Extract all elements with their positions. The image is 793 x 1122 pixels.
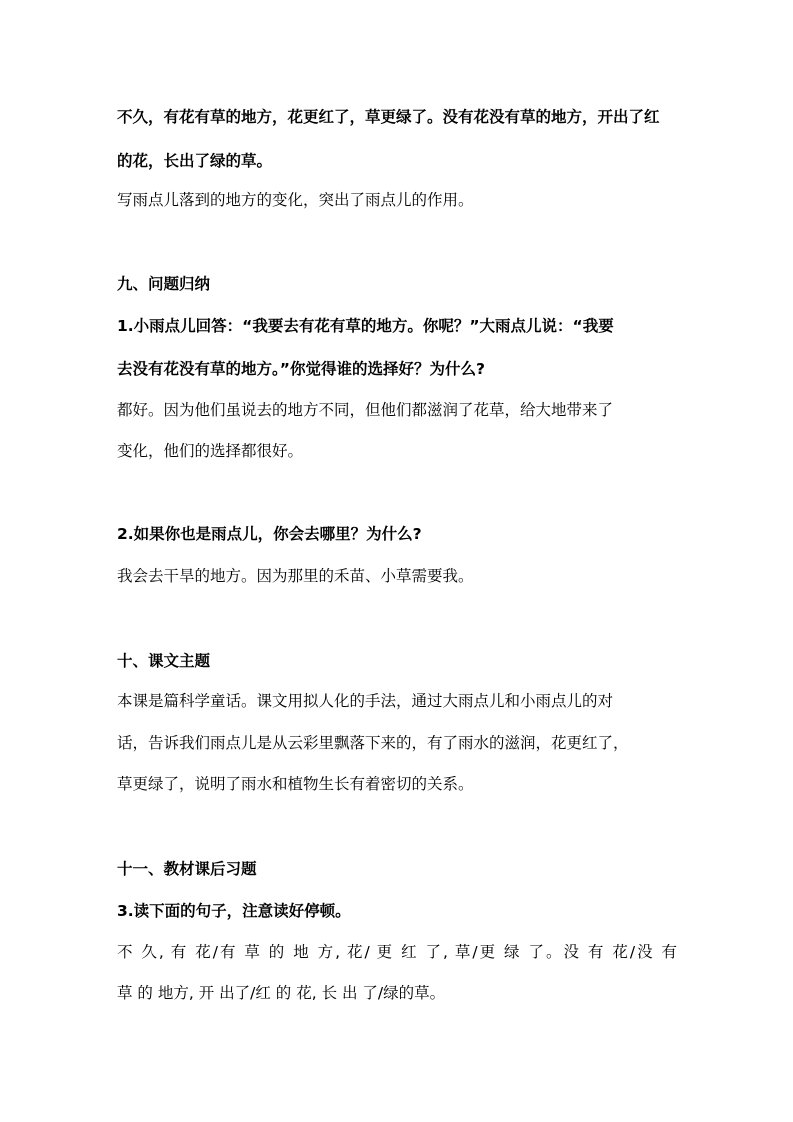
section-heading-11: 十一、教材课后习题 [117, 860, 257, 878]
quote-line-2: 的花，长出了绿的草。 [117, 152, 273, 170]
answer-2: 我会去干旱的地方。因为那里的禾苗、小草需要我。 [117, 567, 474, 585]
pause-sentence-line-2: 草 的 地方, 开 出了/红 的 花, 长 出 了/绿的草。 [117, 984, 446, 1002]
quote-line-1: 不久，有花有草的地方，花更红了，草更绿了。没有花没有草的地方，开出了红 [117, 108, 660, 126]
answer-1-line-1: 都好。因为他们虽说去的地方不同，但他们都滋润了花草，给大地带来了 [117, 401, 614, 419]
quote-analysis: 写雨点儿落到的地方的变化，突出了雨点儿的作用。 [117, 191, 474, 209]
exercise-3-prompt: 3.读下面的句子，注意读好停顿。 [117, 902, 351, 920]
theme-line-2: 话，告诉我们雨点儿是从云彩里飘落下来的，有了雨水的滋润，花更红了， [117, 734, 629, 752]
answer-1-line-2: 变化，他们的选择都很好。 [117, 442, 304, 460]
section-heading-10: 十、课文主题 [117, 652, 211, 670]
pause-sentence-line-1: 不 久, 有 花/有 草 的 地 方, 花/ 更 红 了, 草/更 绿 了。没 有 花/没 有 [117, 943, 677, 961]
section-heading-9: 九、问题归纳 [117, 275, 211, 293]
theme-line-1: 本课是篇科学童话。课文用拟人化的手法，通过大雨点儿和小雨点儿的对 [117, 692, 614, 710]
question-1-line-1: 1.小雨点儿回答：“我要去有花有草的地方。你呢？”大雨点儿说：“我要 [117, 317, 614, 335]
question-2: 2.如果你也是雨点儿，你会去哪里？为什么? [117, 525, 422, 543]
theme-line-3: 草更绿了，说明了雨水和植物生长有着密切的关系。 [117, 775, 474, 793]
question-1-line-2: 去没有花没有草的地方。”你觉得谁的选择好？为什么? [117, 360, 485, 378]
